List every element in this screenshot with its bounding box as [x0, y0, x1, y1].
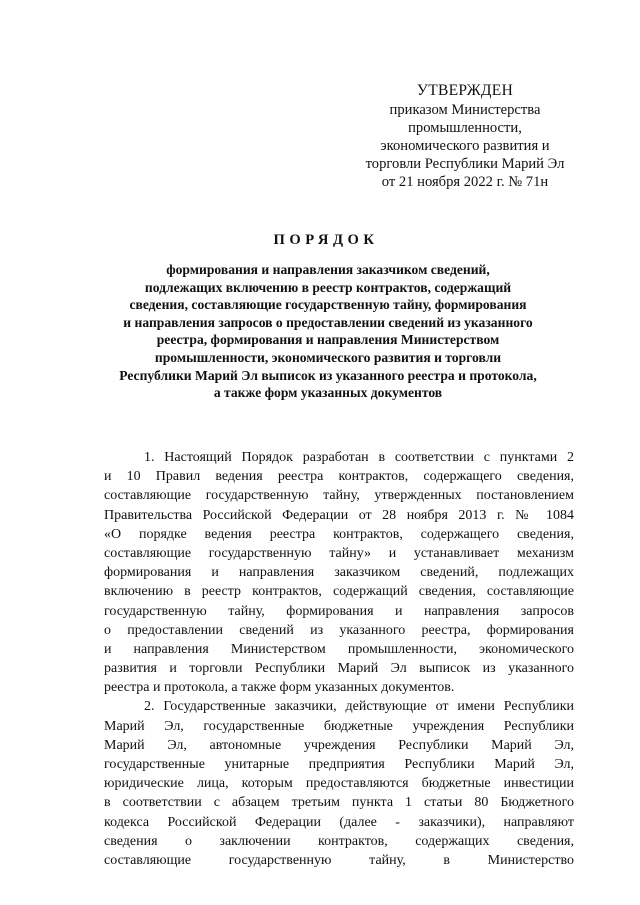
body-line: Правительства Российской Федерации от 28 ноября 2013 г. № 1084 — [104, 507, 574, 523]
document-body — [104, 448, 574, 870]
body-line: включению в реестр контрактов, содержащий сведения, составляющие — [104, 584, 574, 600]
body-line: Марий Эл, автономные учреждения Республики Марий Эл, — [104, 737, 574, 753]
body-line: юридические лица, которым предоставляются бюджетные инвестиции — [104, 776, 574, 792]
body-line: и направления Министерством промышленности, экономического — [104, 641, 574, 657]
body-line: составляющие государственную тайну» и устанавливает механизм — [104, 545, 574, 561]
body-line: о предоставлении сведений из указанного реестра, формирования — [104, 622, 574, 638]
approval-line: от 21 ноября 2022 г. № 71н — [381, 174, 549, 190]
subtitle-line: реестра, формирования и направления Министерством — [156, 332, 500, 348]
approval-line: торговли Республики Марий Эл — [365, 156, 565, 172]
document-title: ПОРЯДОК — [273, 232, 379, 248]
body-line: Марий Эл, государственные бюджетные учреждения Республики — [104, 718, 574, 734]
body-line: и 10 Правил ведения реестра контрактов, содержащего сведения, — [104, 469, 574, 485]
approval-line: промышленности, — [408, 120, 522, 136]
body-line: формирования и направления заказчиком сведений, подлежащих — [104, 565, 574, 581]
body-line: государственную тайну, формирования и направления запросов — [104, 603, 574, 619]
subtitle-line: а также форм указанных документов — [213, 385, 443, 401]
body-line: составляющие государственную тайну, в Министерство — [104, 852, 574, 868]
subtitle-line: промышленности, экономического развития и торговли — [154, 349, 502, 365]
body-line: 1. Настоящий Порядок разработан в соответствии с пунктами 2 — [144, 450, 574, 465]
approval-line: приказом Министерства — [389, 102, 541, 118]
body-line: составляющие государственную тайну, утвержденных постановлением — [104, 488, 574, 504]
body-line: развития и торговли Республики Марий Эл выписок из указанного — [104, 661, 574, 677]
approval-line: экономического развития и — [380, 138, 550, 154]
body-line: «О порядке ведения реестра контрактов, содержащего сведения, — [104, 526, 574, 542]
body-line: 2. Государственные заказчики, действующие от имени Республики — [144, 699, 574, 715]
document-subtitle — [96, 261, 560, 402]
body-line: государственные унитарные предприятия Республики Марий Эл, — [104, 757, 574, 772]
body-line: сведения о заключении контрактов, содержащих сведения, — [104, 833, 574, 849]
subtitle-line: формирования и направления заказчиком сведений, — [166, 262, 490, 277]
body-line: в соответствии с абзацем третьим пункта 1 статьи 80 Бюджетного — [104, 795, 574, 811]
subtitle-line: подлежащих включению в реестр контрактов, содержащий — [144, 279, 512, 295]
approval-heading: УТВЕРЖДЕН — [416, 82, 514, 99]
subtitle-line: и направления запросов о предоставлении сведений из указанного — [123, 314, 533, 330]
body-line: реестра и протокола, а также форм указанных документов. — [104, 680, 455, 696]
approval-stamp — [360, 82, 570, 191]
body-line: кодекса Российской Федерации (далее - заказчики), направляют — [104, 814, 574, 830]
subtitle-line: сведения, составляющие государственную тайну, формирования — [129, 297, 527, 313]
subtitle-line: Республики Марий Эл выписок из указанного реестра и протокола, — [119, 367, 537, 383]
